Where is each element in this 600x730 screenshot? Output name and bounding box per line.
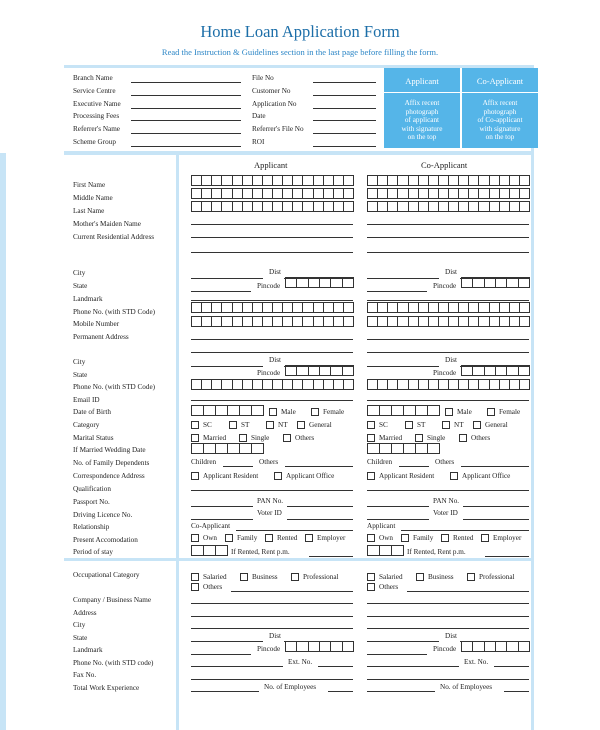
coapplicant-name-boxes[interactable]	[367, 201, 529, 212]
professional-label: Professional	[479, 573, 515, 581]
office-field[interactable]	[313, 120, 376, 121]
char-box[interactable]	[519, 175, 530, 186]
char-box[interactable]	[342, 277, 354, 288]
form-subtitle: Read the Instruction & Guidelines section in the last page before filling the form.	[161, 47, 439, 57]
char-box[interactable]	[343, 302, 354, 313]
coapplicant-rent-field[interactable]	[485, 556, 529, 557]
coapplicant-employer-checkbox[interactable]	[481, 534, 489, 542]
coapplicant-phone-boxes[interactable]	[367, 302, 529, 313]
applicant-photo-box[interactable]	[384, 68, 460, 148]
char-box[interactable]	[251, 443, 264, 454]
coapplicant-address-line[interactable]	[367, 237, 529, 238]
column-divider	[176, 153, 179, 730]
field-label: Date of Birth	[73, 408, 111, 416]
coapplicant-others-checkbox[interactable]	[459, 434, 467, 442]
char-box[interactable]	[427, 405, 440, 416]
pincode-label: Pincode	[257, 282, 281, 290]
office-field[interactable]	[313, 108, 376, 109]
coapplicant-general-checkbox[interactable]	[473, 421, 481, 429]
ext-label: Ext. No.	[464, 658, 489, 666]
applicant-perm-address-line[interactable]	[191, 339, 353, 340]
field-label: No. of Family Dependents	[73, 459, 150, 467]
photo-instruction-line: of Co-applicant	[477, 116, 523, 124]
applicant-fax-field[interactable]	[191, 679, 353, 680]
coapplicant-relationship-field[interactable]	[401, 530, 529, 531]
personal-label: Last Name	[73, 207, 105, 215]
coapplicant-company-address-field[interactable]	[367, 616, 529, 617]
office-field[interactable]	[131, 120, 241, 121]
coapplicant-business-checkbox[interactable]	[416, 573, 424, 581]
coapplicant-sc-checkbox[interactable]	[367, 421, 375, 429]
st-label: ST	[417, 421, 426, 429]
employment-divider	[64, 558, 534, 561]
applicant-phone-boxes[interactable]	[191, 302, 353, 313]
field-label: Marital Status	[73, 434, 114, 442]
photo-divider	[384, 92, 460, 93]
family-label: Family	[413, 534, 434, 542]
applicant-perm-phone-boxes[interactable]	[191, 379, 353, 390]
applicant-professional-checkbox[interactable]	[291, 573, 299, 581]
photo-instruction-line: Affix recent	[404, 99, 440, 107]
coapplicant-address-line[interactable]	[367, 252, 529, 253]
photo-instruction-line: with signature	[401, 124, 443, 133]
applicant-rent-field[interactable]	[309, 556, 353, 557]
char-box[interactable]	[343, 201, 354, 212]
office-label: Application No	[252, 100, 297, 108]
coapplicant-employees-field[interactable]	[504, 691, 529, 692]
employer-label: Employer	[493, 534, 522, 542]
coapplicant-maiden-name[interactable]	[367, 224, 529, 225]
coapplicant-period-boxes[interactable]	[367, 545, 403, 556]
coapplicant-licence-field[interactable]	[367, 519, 429, 520]
field-label: Landmark	[73, 646, 103, 654]
char-box[interactable]	[343, 379, 354, 390]
photo-instruction-line: Affix recent	[482, 99, 518, 107]
coapplicant-mobile-boxes[interactable]	[367, 316, 529, 327]
dist-label: Dist	[445, 268, 457, 276]
char-box[interactable]	[518, 365, 530, 376]
others-dep-label: Others	[259, 458, 279, 466]
char-box[interactable]	[343, 316, 354, 327]
field-label: Email ID	[73, 396, 100, 404]
coapplicant-perm-city-field[interactable]	[367, 366, 439, 367]
family-label: Family	[237, 534, 258, 542]
form-title: Home Loan Application Form	[200, 22, 400, 41]
applicant-relationship-field[interactable]	[236, 530, 353, 531]
salaried-label: Salaried	[203, 573, 227, 581]
applicant-perm-city-field[interactable]	[191, 366, 263, 367]
field-label: Mother's Maiden Name	[73, 220, 141, 228]
applicant-perm-address-line[interactable]	[191, 352, 353, 353]
resident-label: Applicant Resident	[203, 472, 259, 480]
applicant-company-field[interactable]	[191, 603, 353, 604]
applicant-female-checkbox[interactable]	[311, 408, 319, 416]
field-label: State	[73, 282, 88, 290]
coapplicant-children-field[interactable]	[399, 466, 429, 467]
coapplicant-column-header: Co-Applicant	[421, 160, 468, 170]
field-label: Phone No. (with STD code)	[73, 659, 154, 667]
applicant-name-boxes[interactable]	[191, 175, 353, 186]
applicant-company-pincode-boxes[interactable]	[285, 641, 353, 652]
applicant-employees-field[interactable]	[328, 691, 353, 692]
coapplicant-salaried-checkbox[interactable]	[367, 573, 375, 581]
coapplicant-married-checkbox[interactable]	[367, 434, 375, 442]
occ-others-label: Others	[203, 583, 223, 591]
field-label: State	[73, 634, 88, 642]
office-field[interactable]	[313, 95, 376, 96]
general-label: General	[485, 421, 508, 429]
applicant-perm-pincode-boxes[interactable]	[285, 365, 353, 376]
applicant-state-field[interactable]	[191, 291, 251, 292]
applicant-company-phone-field[interactable]	[191, 666, 283, 667]
char-box[interactable]	[519, 201, 530, 212]
ext-label: Ext. No.	[288, 658, 313, 666]
field-label: Present Accomodation	[73, 536, 138, 544]
nt-label: NT	[454, 421, 464, 429]
photo-divider	[462, 92, 538, 93]
office-label: ROI	[252, 138, 265, 146]
applicant-name-boxes[interactable]	[191, 188, 353, 199]
others-label: Others	[471, 434, 491, 442]
photo-instruction-line: on the top	[407, 133, 437, 141]
male-label: Male	[457, 408, 472, 416]
coapplicant-male-checkbox[interactable]	[445, 408, 453, 416]
professional-label: Professional	[303, 573, 339, 581]
dist-label: Dist	[445, 356, 457, 364]
field-label: Qualification	[73, 485, 111, 493]
coapplicant-pincode-boxes[interactable]	[461, 277, 529, 288]
employer-label: Employer	[317, 534, 346, 542]
field-label: Total Work Experience	[73, 684, 140, 692]
applicant-maiden-name[interactable]	[191, 224, 353, 225]
coapplicant-professional-checkbox[interactable]	[467, 573, 475, 581]
coapplicant-company-phone-field[interactable]	[367, 666, 459, 667]
others-dep-label: Others	[435, 458, 455, 466]
applicant-name-boxes[interactable]	[191, 201, 353, 212]
right-border	[531, 65, 534, 730]
coapplicant-qualification-field[interactable]	[367, 490, 529, 491]
coapplicant-female-checkbox[interactable]	[487, 408, 495, 416]
photo-instruction-line: with signature	[479, 124, 521, 133]
dist-label: Dist	[269, 356, 281, 364]
applicant-married-checkbox[interactable]	[191, 434, 199, 442]
photo-instruction-line: photograph	[483, 107, 517, 116]
applicant-nt-checkbox[interactable]	[266, 421, 274, 429]
coapplicant-passport-field[interactable]	[367, 506, 429, 507]
applicant-company-ext-field[interactable]	[318, 666, 353, 667]
coapplicant-voter-field[interactable]	[463, 519, 529, 520]
office-label: Referrer's File No	[252, 125, 304, 133]
office-field[interactable]	[313, 146, 376, 147]
single-label: Single	[427, 434, 446, 442]
field-label: City	[73, 269, 86, 277]
field-label: Current Residential Address	[73, 233, 155, 241]
own-label: Own	[379, 534, 393, 542]
business-label: Business	[428, 573, 454, 581]
coapplicant-state-field[interactable]	[367, 291, 427, 292]
char-box[interactable]	[215, 545, 228, 556]
office-label: Referrer's Name	[73, 125, 120, 133]
applicant-salaried-checkbox[interactable]	[191, 573, 199, 581]
field-label: Driving Licence No.	[73, 511, 133, 519]
field-label: Landmark	[73, 295, 103, 303]
applicant-rented-checkbox[interactable]	[265, 534, 273, 542]
office-field[interactable]	[131, 133, 241, 134]
coapplicant-fax-field[interactable]	[367, 679, 529, 680]
coapplicant-perm-address-line[interactable]	[367, 352, 529, 353]
applicant-sc-checkbox[interactable]	[191, 421, 199, 429]
field-label: If Married Wedding Date	[73, 446, 146, 454]
salaried-label: Salaried	[379, 573, 403, 581]
coapplicant-company-city-field[interactable]	[367, 628, 529, 629]
applicant-email-field[interactable]	[191, 400, 353, 401]
field-label: Address	[73, 609, 97, 617]
coapplicant-others-dep-field[interactable]	[461, 466, 529, 467]
coapplicant-email-field[interactable]	[367, 400, 529, 401]
coapplicant-photo-box[interactable]	[462, 68, 538, 148]
char-box[interactable]	[519, 316, 530, 327]
applicant-company-city-field[interactable]	[191, 628, 353, 629]
applicant-company-landmark-field[interactable]	[191, 654, 251, 655]
coapplicant-company-landmark-field[interactable]	[367, 654, 427, 655]
coapplicant-own-checkbox[interactable]	[367, 534, 375, 542]
coapplicant-perm-phone-boxes[interactable]	[367, 379, 529, 390]
applicant-mobile-boxes[interactable]	[191, 316, 353, 327]
field-label: Occupational Category	[73, 571, 140, 579]
coapplicant-office-checkbox[interactable]	[450, 472, 458, 480]
applicant-office-checkbox[interactable]	[274, 472, 282, 480]
applicant-occ-others-checkbox[interactable]	[191, 583, 199, 591]
coapplicant-landmark-field[interactable]	[367, 300, 529, 301]
applicant-pincode-boxes[interactable]	[285, 277, 353, 288]
office-label: Applicant Office	[462, 472, 511, 480]
field-label: City	[73, 358, 86, 366]
field-label: Period of stay	[73, 548, 113, 556]
pincode-label: Pincode	[433, 369, 457, 377]
coapplicant-resident-checkbox[interactable]	[367, 472, 375, 480]
coapplicant-company-field[interactable]	[367, 603, 529, 604]
rented-label: Rented	[277, 534, 298, 542]
char-box[interactable]	[343, 175, 354, 186]
coapplicant-company-ext-field[interactable]	[494, 666, 529, 667]
voter-label: Voter ID	[257, 509, 282, 517]
pincode-label: Pincode	[257, 645, 281, 653]
applicant-voter-field[interactable]	[287, 519, 353, 520]
dist-label: Dist	[269, 632, 281, 640]
field-label: Phone No. (with STD Code)	[73, 308, 156, 316]
office-label: File No	[252, 74, 274, 82]
char-box[interactable]	[518, 641, 530, 652]
business-label: Business	[252, 573, 278, 581]
married-label: Married	[203, 434, 227, 442]
coapplicant-perm-pincode-boxes[interactable]	[461, 365, 529, 376]
applicant-company-state-field[interactable]	[191, 641, 263, 642]
field-label: Category	[73, 421, 100, 429]
applicant-others-checkbox[interactable]	[283, 434, 291, 442]
field-label: Fax No.	[73, 671, 97, 679]
field-label: City	[73, 621, 86, 629]
sc-label: SC	[203, 421, 212, 429]
applicant-address-line[interactable]	[191, 237, 353, 238]
children-label: Children	[367, 458, 393, 466]
applicant-resident-checkbox[interactable]	[191, 472, 199, 480]
field-label: State	[73, 371, 88, 379]
char-box[interactable]	[427, 443, 440, 454]
office-label: Branch Name	[73, 74, 113, 82]
applicant-licence-field[interactable]	[191, 519, 253, 520]
applicant-landmark-field[interactable]	[191, 300, 353, 301]
field-label: Correspondence Address	[73, 472, 145, 480]
office-field[interactable]	[313, 82, 376, 83]
male-label: Male	[281, 408, 296, 416]
applicant-occ-others-field[interactable]	[231, 591, 353, 592]
char-box[interactable]	[251, 405, 264, 416]
office-label: Processing Fees	[73, 112, 120, 120]
applicant-children-field[interactable]	[223, 466, 253, 467]
office-label: Service Centre	[73, 87, 116, 95]
applicant-company-address-field[interactable]	[191, 616, 353, 617]
photo-instruction-line: of applicant	[404, 116, 440, 124]
applicant-period-boxes[interactable]	[191, 545, 227, 556]
voter-label: Voter ID	[433, 509, 458, 517]
section-divider	[64, 151, 534, 155]
applicant-experience-field[interactable]	[191, 691, 259, 692]
office-label: Executive Name	[73, 100, 121, 108]
office-label: Applicant Office	[286, 472, 335, 480]
field-label: Permanent Address	[73, 333, 129, 341]
rent-label: If Rented, Rent p.m.	[407, 548, 466, 556]
coapplicant-occ-others-checkbox[interactable]	[367, 583, 375, 591]
applicant-wedding-boxes[interactable]	[191, 443, 263, 454]
char-box[interactable]	[342, 365, 354, 376]
office-field[interactable]	[313, 133, 376, 134]
coapplicant-name-boxes[interactable]	[367, 175, 529, 186]
char-box[interactable]	[342, 641, 354, 652]
employees-label: No. of Employees	[440, 683, 493, 691]
coapplicant-company-pincode-boxes[interactable]	[461, 641, 529, 652]
coapplicant-dob-boxes[interactable]	[367, 405, 439, 416]
char-box[interactable]	[519, 302, 530, 313]
office-field[interactable]	[131, 108, 241, 109]
applicant-qualification-field[interactable]	[191, 490, 353, 491]
field-label: Company / Business Name	[73, 596, 152, 604]
coapplicant-company-state-field[interactable]	[367, 641, 439, 642]
field-label: Relationship	[73, 523, 110, 531]
coapplicant-nt-checkbox[interactable]	[442, 421, 450, 429]
pincode-label: Pincode	[257, 369, 281, 377]
own-label: Own	[203, 534, 217, 542]
general-label: General	[309, 421, 332, 429]
coapplicant-occ-others-field[interactable]	[407, 591, 529, 592]
photo-instruction-line: photograph	[405, 107, 439, 116]
photo-instruction-line: on the top	[485, 133, 515, 141]
coapplicant-perm-address-line[interactable]	[367, 339, 529, 340]
coapplicant-city-field[interactable]	[367, 278, 439, 279]
occ-others-label: Others	[379, 583, 399, 591]
married-label: Married	[379, 434, 403, 442]
st-label: ST	[241, 421, 250, 429]
applicant-dob-boxes[interactable]	[191, 405, 263, 416]
char-box[interactable]	[343, 188, 354, 199]
personal-label: Middle Name	[73, 194, 113, 202]
dist-label: Dist	[445, 632, 457, 640]
relationship-applicant-label: Applicant	[367, 522, 396, 530]
field-label: Passport No.	[73, 498, 110, 506]
applicant-address-line[interactable]	[191, 252, 353, 253]
applicant-business-checkbox[interactable]	[240, 573, 248, 581]
pan-label: PAN No.	[433, 497, 460, 505]
char-box[interactable]	[518, 277, 530, 288]
applicant-st-checkbox[interactable]	[229, 421, 237, 429]
coapplicant-pan-field[interactable]	[463, 506, 529, 507]
applicant-city-field[interactable]	[191, 278, 263, 279]
office-label: Customer No	[252, 87, 291, 95]
office-label: Scheme Group	[73, 138, 116, 146]
female-label: Female	[323, 408, 345, 416]
office-field[interactable]	[131, 95, 241, 96]
sc-label: SC	[379, 421, 388, 429]
char-box[interactable]	[519, 379, 530, 390]
single-label: Single	[251, 434, 270, 442]
photo-title: Co-Applicant	[476, 76, 524, 86]
pincode-label: Pincode	[433, 282, 457, 290]
char-box[interactable]	[519, 188, 530, 199]
applicant-passport-field[interactable]	[191, 506, 253, 507]
personal-label: First Name	[73, 181, 106, 189]
applicant-pan-field[interactable]	[287, 506, 353, 507]
coapplicant-family-checkbox[interactable]	[401, 534, 409, 542]
employees-label: No. of Employees	[264, 683, 317, 691]
coapplicant-wedding-boxes[interactable]	[367, 443, 439, 454]
field-label: Mobile Number	[73, 320, 120, 328]
office-field[interactable]	[131, 146, 241, 147]
photo-instruction	[384, 99, 460, 142]
pan-label: PAN No.	[257, 497, 284, 505]
female-label: Female	[499, 408, 521, 416]
coapplicant-rented-checkbox[interactable]	[441, 534, 449, 542]
left-border	[0, 153, 6, 730]
applicant-column-header: Applicant	[254, 160, 288, 170]
field-label: Phone No. (with STD Code)	[73, 383, 156, 391]
office-field[interactable]	[131, 82, 241, 83]
coapplicant-name-boxes[interactable]	[367, 188, 529, 199]
office-label: Date	[252, 112, 266, 120]
applicant-employer-checkbox[interactable]	[305, 534, 313, 542]
dist-label: Dist	[269, 268, 281, 276]
applicant-others-dep-field[interactable]	[285, 466, 353, 467]
photo-title: Applicant	[405, 76, 439, 86]
rented-label: Rented	[453, 534, 474, 542]
children-label: Children	[191, 458, 217, 466]
applicant-family-checkbox[interactable]	[225, 534, 233, 542]
others-label: Others	[295, 434, 315, 442]
applicant-male-checkbox[interactable]	[269, 408, 277, 416]
applicant-general-checkbox[interactable]	[297, 421, 305, 429]
photo-instruction	[462, 99, 538, 142]
coapplicant-experience-field[interactable]	[367, 691, 435, 692]
rent-label: If Rented, Rent p.m.	[231, 548, 290, 556]
relationship-coapplicant-label: Co-Applicant	[191, 522, 231, 530]
resident-label: Applicant Resident	[379, 472, 435, 480]
applicant-own-checkbox[interactable]	[191, 534, 199, 542]
nt-label: NT	[278, 421, 288, 429]
coapplicant-st-checkbox[interactable]	[405, 421, 413, 429]
applicant-single-checkbox[interactable]	[239, 434, 247, 442]
pincode-label: Pincode	[433, 645, 457, 653]
coapplicant-single-checkbox[interactable]	[415, 434, 423, 442]
char-box[interactable]	[391, 545, 404, 556]
